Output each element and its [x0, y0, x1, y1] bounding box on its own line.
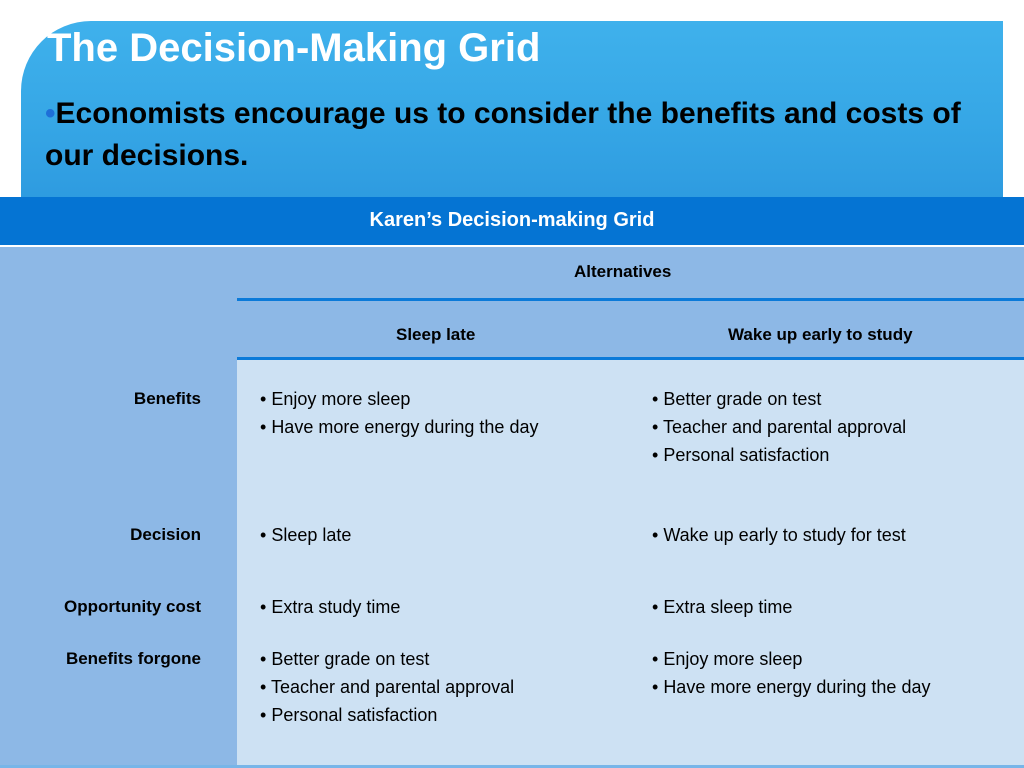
- subtitle-bullet: •: [45, 97, 56, 130]
- benefit-item: • Better grade on test: [652, 385, 906, 413]
- benefits-forgone-sleep-late-cell: [260, 645, 514, 729]
- row-label-decision: Decision: [130, 525, 201, 544]
- benefits-sleep-late-cell: [260, 385, 538, 441]
- benefit-item: • Enjoy more sleep: [260, 385, 538, 413]
- opportunity-cost-item: • Extra study time: [260, 593, 400, 621]
- slide-title: The Decision-Making Grid: [47, 26, 541, 70]
- row-label-benefits-forgone: Benefits forgone: [65, 649, 201, 668]
- decision-sleep-late-cell: [260, 521, 351, 549]
- row-label-benefits: Benefits: [133, 389, 201, 408]
- row-label-column: [0, 247, 237, 768]
- alternatives-header: Alternatives: [574, 262, 672, 281]
- decision-wake-up-early-cell: [652, 521, 906, 549]
- benefits-forgone-wake-up-early-cell: [652, 645, 930, 701]
- slide-subtitle: [45, 93, 975, 177]
- option-header-sleep-late: Sleep late: [396, 325, 476, 344]
- subtitle-text: Economists encourage us to consider the benefits and costs of our decisions.: [45, 97, 961, 172]
- option-header-wake-up-early: Wake up early to study: [728, 325, 913, 344]
- decision-item: • Sleep late: [260, 521, 351, 549]
- opportunity-cost-item: • Extra sleep time: [652, 593, 792, 621]
- benefit-forgone-item: • Teacher and parental approval: [260, 673, 514, 701]
- row-label-opportunity-cost: Opportunity cost: [64, 597, 201, 616]
- benefits-wake-up-early-cell: [652, 385, 906, 469]
- benefit-forgone-item: • Personal satisfaction: [260, 701, 514, 729]
- benefit-forgone-item: • Enjoy more sleep: [652, 645, 930, 673]
- decision-item: • Wake up early to study for test: [652, 521, 906, 549]
- benefit-item: • Personal satisfaction: [652, 441, 906, 469]
- opportunity-cost-sleep-late-cell: [260, 593, 400, 621]
- opportunity-cost-wake-up-early-cell: [652, 593, 792, 621]
- benefit-item: • Have more energy during the day: [260, 413, 538, 441]
- benefit-forgone-item: • Better grade on test: [260, 645, 514, 673]
- grid-title: Karen’s Decision-making Grid: [0, 197, 1024, 245]
- benefit-item: • Teacher and parental approval: [652, 413, 906, 441]
- benefit-forgone-item: • Have more energy during the day: [652, 673, 930, 701]
